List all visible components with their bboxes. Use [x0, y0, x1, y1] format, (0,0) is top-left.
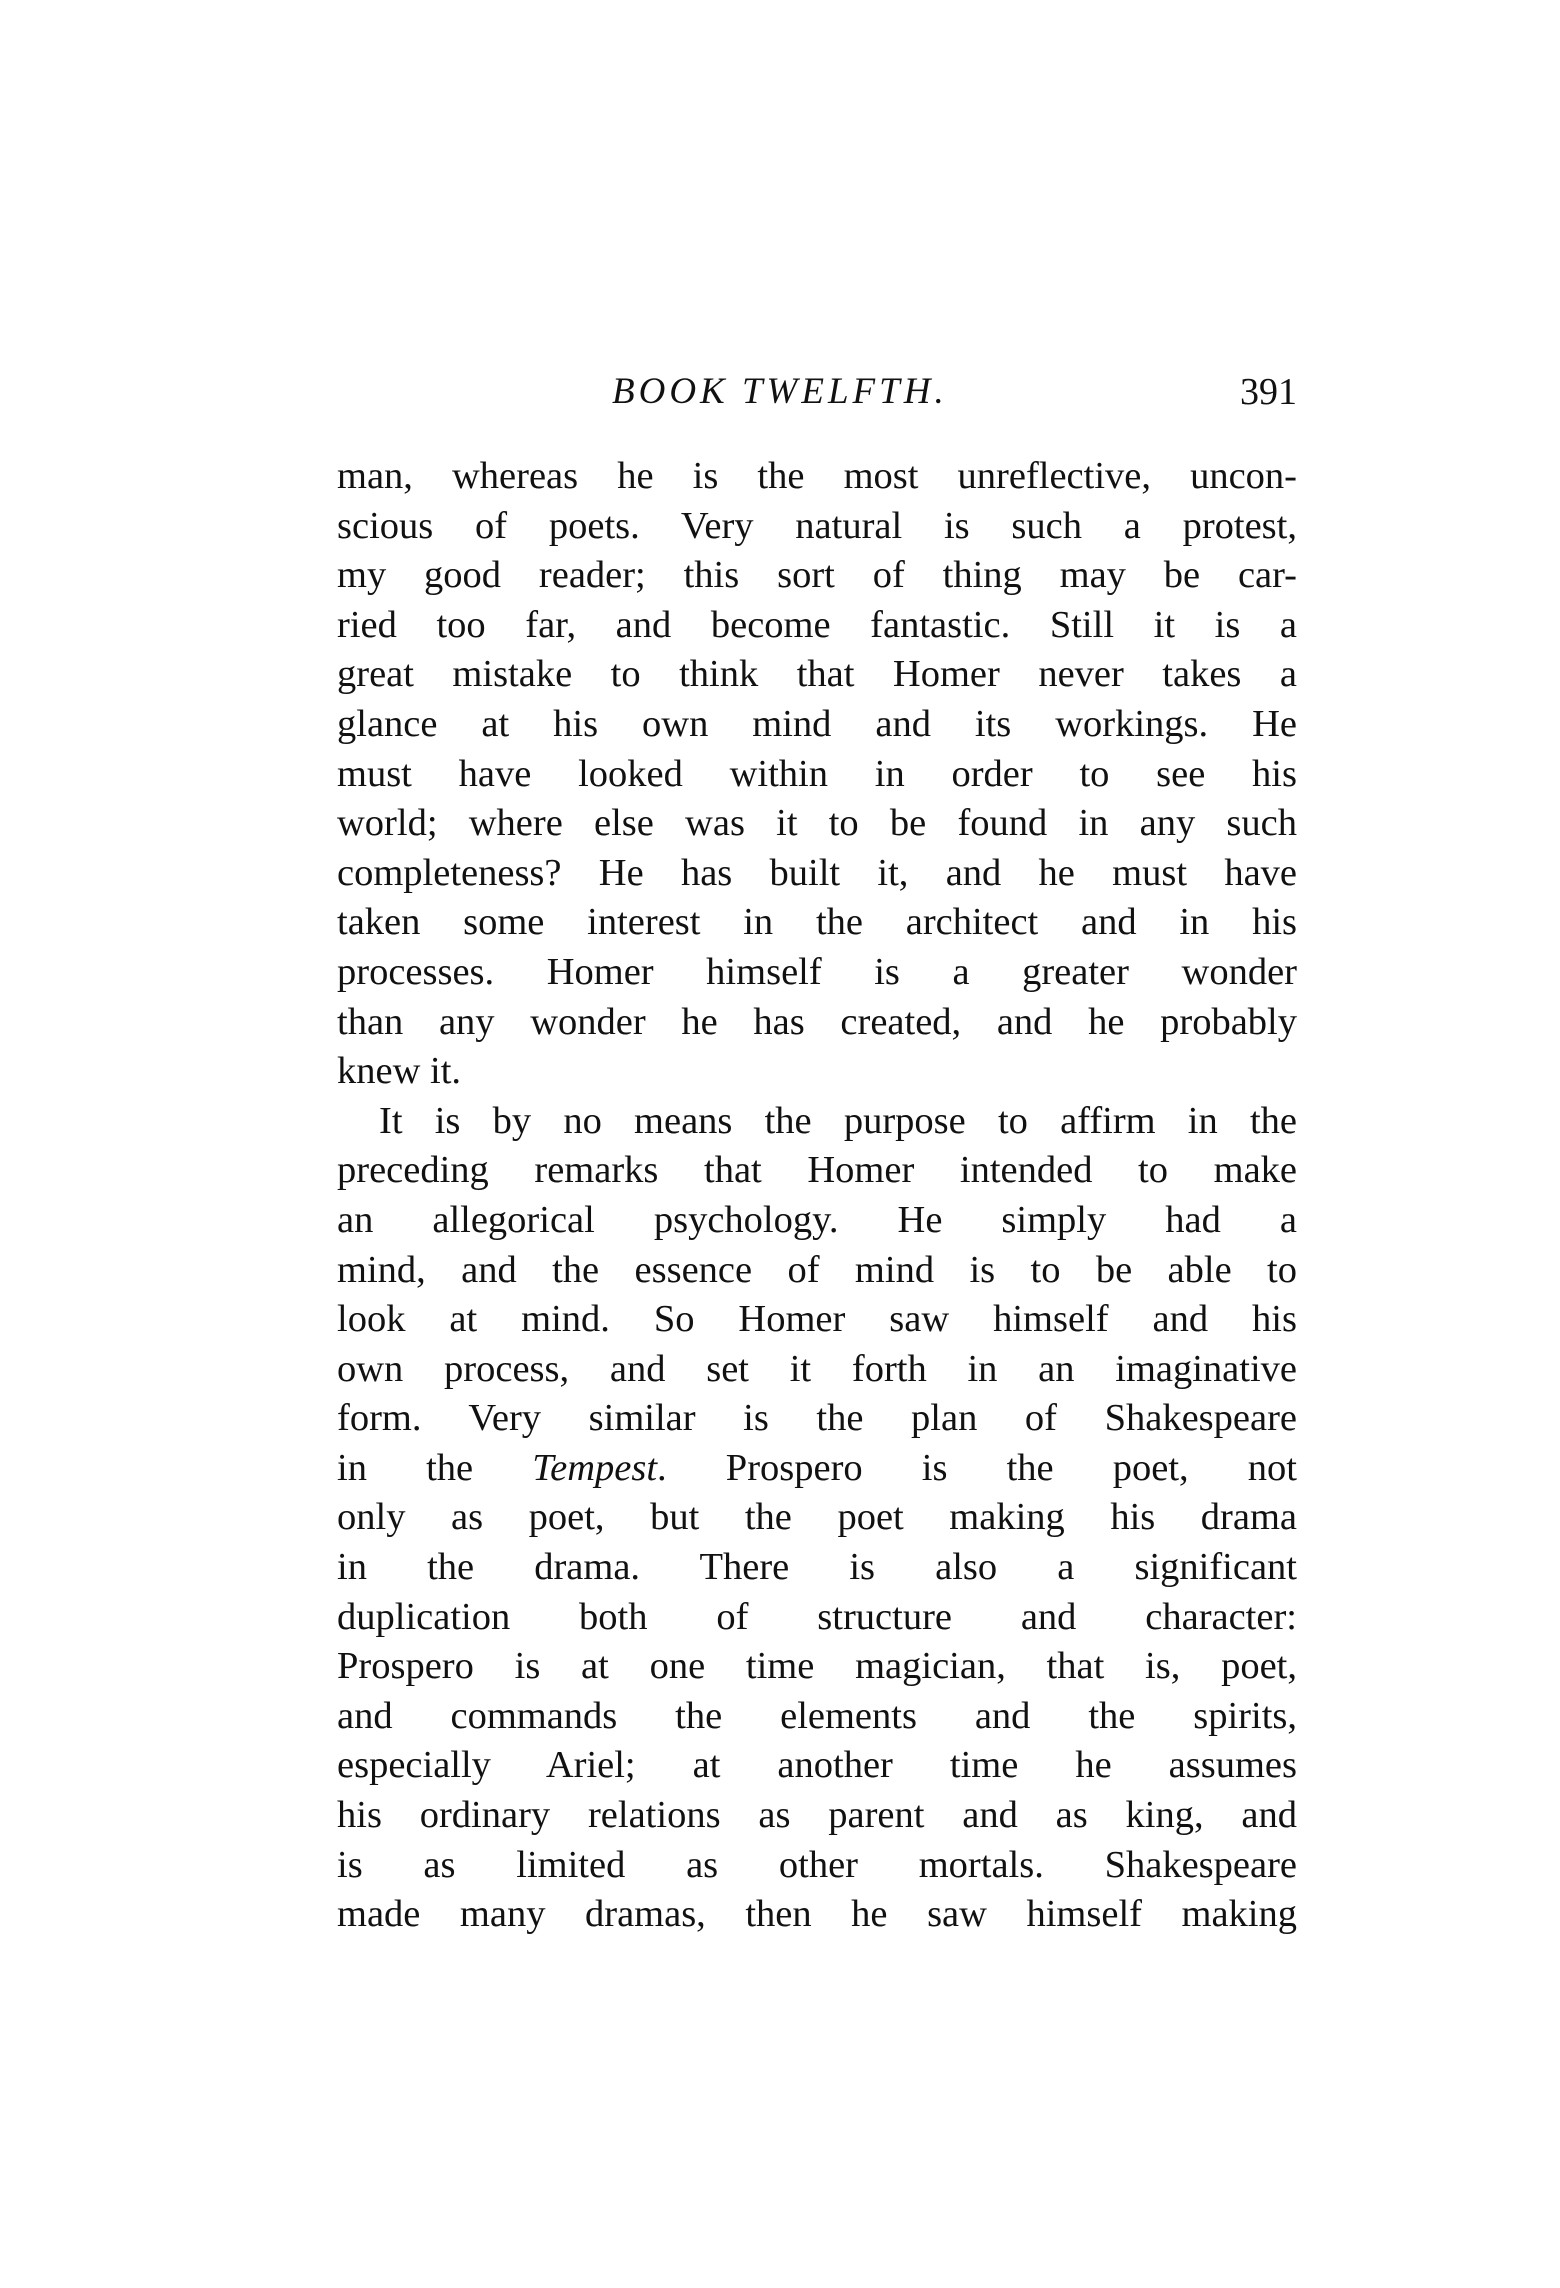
running-header: [337, 364, 1297, 420]
text-line: scious of poets. Very natural is such a protest,: [337, 504, 1297, 547]
text-line: in the drama. There is also a significant: [337, 1546, 1297, 1589]
italic-play-title: Tempest: [532, 1446, 658, 1489]
text-line: only as poet, but the poet making his drama: [337, 1496, 1297, 1539]
text-segment: . Prospero is the poet, not: [657, 1446, 1297, 1489]
text-line: an allegorical psychology. He simply had a: [337, 1198, 1297, 1241]
text-line: my good reader; this sort of thing may be car-: [337, 554, 1297, 597]
text-line: is as limited as other mortals. Shakespeare: [337, 1843, 1297, 1886]
text-line: made many dramas, then he saw himself making: [337, 1893, 1297, 1936]
running-head-title: BOOK TWELFTH.: [612, 371, 948, 412]
text-line: world; where else was it to be found in any such: [337, 802, 1297, 845]
text-line: Prospero is at one time magician, that is, poet,: [337, 1645, 1297, 1688]
text-line: completeness? He has built it, and he must have: [337, 851, 1297, 894]
text-line: glance at his own mind and its workings. He: [337, 702, 1297, 745]
text-line: look at mind. So Homer saw himself and his: [337, 1298, 1297, 1341]
text-line: preceding remarks that Homer intended to make: [337, 1149, 1297, 1192]
text-line: mind, and the essence of mind is to be able to: [337, 1248, 1297, 1291]
text-line: own process, and set it forth in an imaginative: [337, 1347, 1297, 1390]
text-line: and commands the elements and the spirits,: [337, 1694, 1297, 1737]
text-line-with-italic-title: [337, 1444, 1297, 1494]
text-line: man, whereas he is the most unreflective, uncon-: [337, 455, 1297, 497]
text-line: processes. Homer himself is a greater wonder: [337, 950, 1297, 993]
text-line: duplication both of structure and character:: [337, 1595, 1297, 1638]
text-line: than any wonder he has created, and he probably: [337, 1000, 1297, 1043]
body-text: [337, 452, 1297, 1940]
text-line: form. Very similar is the plan of Shakespeare: [337, 1397, 1297, 1440]
text-line: great mistake to think that Homer never takes a: [337, 653, 1297, 696]
text-line: especially Ariel; at another time he assumes: [337, 1744, 1297, 1787]
text-line: must have looked within in order to see his: [337, 752, 1297, 795]
text-line: taken some interest in the architect and in his: [337, 901, 1297, 944]
page-number: 391: [1240, 371, 1297, 413]
text-line: ried too far, and become fantastic. Still it is a: [337, 603, 1297, 646]
paragraph-end-line: knew it.: [337, 1050, 462, 1093]
text-line: his ordinary relations as parent and as king, and: [337, 1794, 1297, 1837]
paragraph-start-line: It is by no means the purpose to affirm in the: [379, 1099, 1297, 1142]
text-segment: in the: [337, 1446, 533, 1489]
